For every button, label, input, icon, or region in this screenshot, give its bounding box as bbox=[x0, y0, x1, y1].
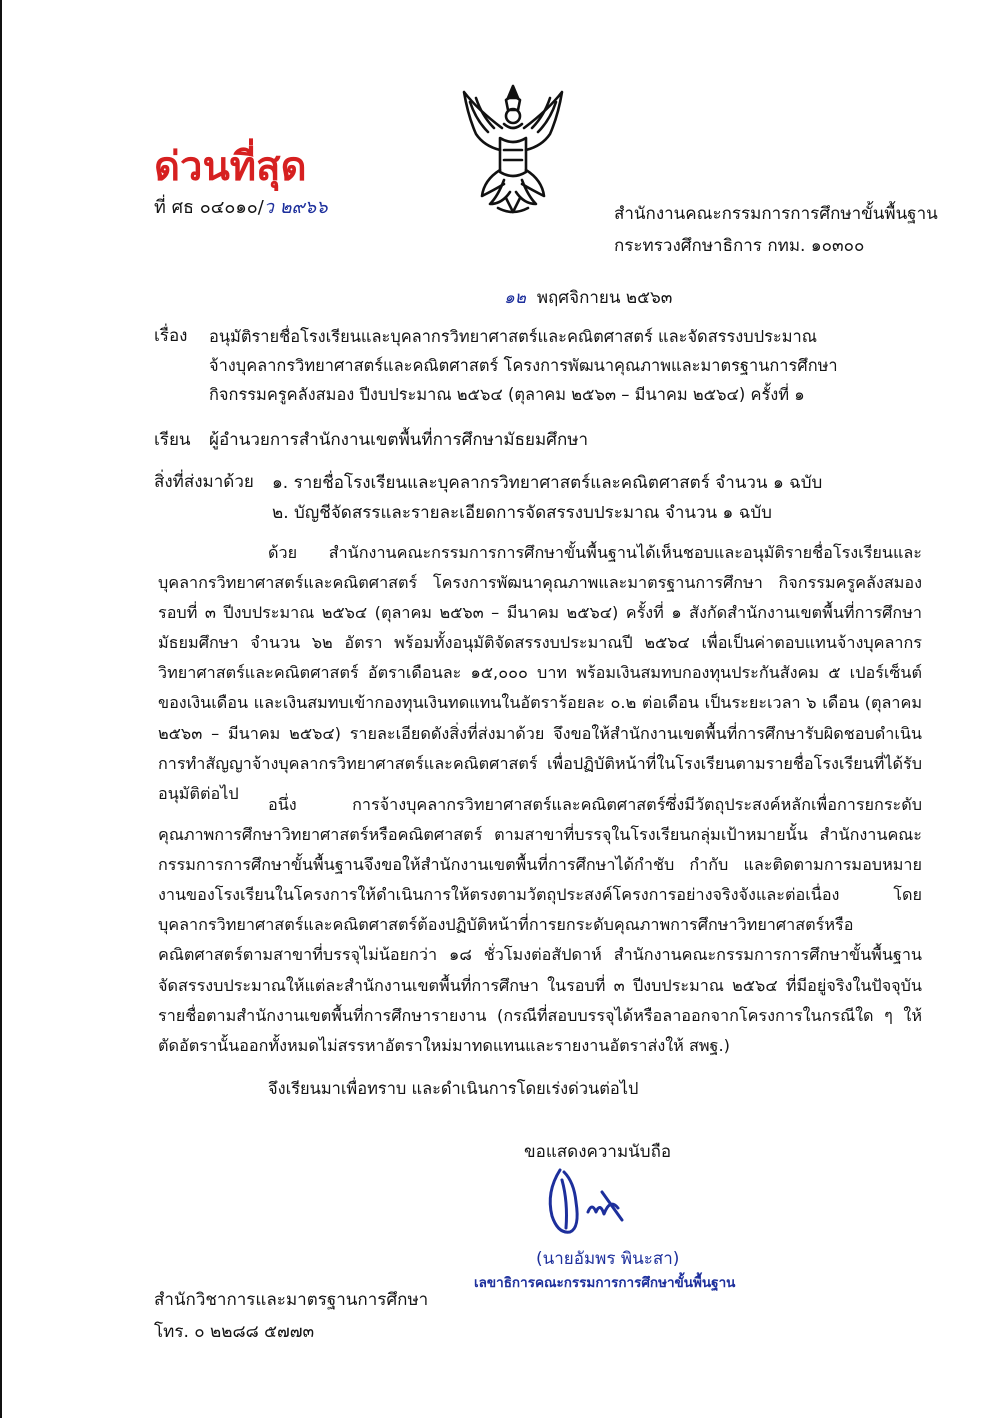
garuda-emblem-icon bbox=[454, 80, 572, 218]
subject-text bbox=[209, 322, 838, 409]
document-number-prefix: ที่ ศธ ๐๔๐๑๐/ bbox=[154, 197, 264, 218]
body-paragraph-1: ด้วย สำนักงานคณะกรรมการการศึกษาขั้นพื้นฐานได้เห็นชอบและอนุมัติรายชื่อโรงเรียนและบุคลากรวิทยาศาสตร์และคณิตศาสตร์ โครงการพัฒนาคุณภาพและมาตรฐานการศึกษา กิจกรรมครูคลังสมอง รอบที่ ๓ ปีงบประมาณ ๒๕๖๔ (ตุลาคม ๒๕๖๓ – มีนาคม ๒๕๖๔) ครั้งที่ ๑ สังกัดสำนักงานเขตพื้นที่การศึกษามัธยมศึกษา จำนวน ๖๒ อัตรา พร้อมทั้งอนุมัติจัดสรรงบประมาณปี ๒๕๖๔ เพื่อเป็นค่าตอบแทนจ้างบุคลากรวิทยาศาสตร์และคณิตศาสตร์ อัตราเดือนละ ๑๕,๐๐๐ บาท พร้อมเงินสมทบกองทุนประกันสังคม ๕ เปอร์เซ็นต์ของเงินเดือน และเงินสมทบเข้ากองทุนเงินทดแทนในอัตราร้อยละ ๐.๒ ต่อเดือน เป็นระยะเวลา ๖ เดือน (ตุลาคม ๒๕๖๓ – มีนาคม ๒๕๖๔) รายละเอียดดังสิ่งที่ส่งมาด้วย จึงขอให้สำนักงานเขตพื้นที่การศึกษารับผิดชอบดำเนินการทำสัญญาจ้างบุคลากรวิทยาศาสตร์และคณิตศาสตร์ เพื่อปฏิบัติหน้าที่ในโรงเรียนตามรายชื่อโรงเรียนที่ได้รับอนุมัติต่อไป bbox=[158, 543, 922, 803]
recipient-label: เรียน bbox=[154, 430, 191, 450]
enclosure-item: ๑. รายชื่อโรงเรียนและบุคลากรวิทยาศาสตร์และคณิตศาสตร์ จำนวน ๑ ฉบับ bbox=[272, 473, 823, 493]
footer-unit: สำนักวิชาการและมาตรฐานการศึกษา bbox=[154, 1290, 429, 1310]
letter-date bbox=[504, 284, 672, 311]
enclosures-label: สิ่งที่ส่งมาด้วย bbox=[154, 472, 254, 492]
issuing-office bbox=[614, 198, 938, 262]
document-number bbox=[154, 192, 328, 221]
signatory-title: เลขาธิการคณะกรรมการการศึกษาขั้นพื้นฐาน bbox=[474, 1275, 736, 1291]
enclosures-list bbox=[272, 468, 822, 528]
handwritten-signature bbox=[540, 1162, 640, 1240]
body-paragraph-2: อนึ่ง การจ้างบุคลากรวิทยาศาสตร์และคณิตศาสตร์ซึ่งมีวัตถุประสงค์หลักเพื่อการยกระดับคุณภาพการศึกษาวิทยาศาสตร์หรือคณิตศาสตร์ ตามสาขาที่บรรจุในโรงเรียนกลุ่มเป้าหมายนั้น สำนักงานคณะกรรมการการศึกษาขั้นพื้นฐานจึงขอให้สำนักงานเขตพื้นที่การศึกษาได้กำชับ กำกับ และติดตามการมอบหมายงานของโรงเรียนในโครงการให้ดำเนินการให้ตรงตามวัตถุประสงค์โครงการอย่างจริงจังและต่อเนื่อง โดยบุคลากรวิทยาศาสตร์และคณิตศาสตร์ต้องปฏิบัติหน้าที่การยกระดับคุณภาพการศึกษาวิทยาศาสตร์หรือคณิตศาสตร์ตามสาขาที่บรรจุไม่น้อยกว่า ๑๘ ชั่วโมงต่อสัปดาห์ สำนักงานคณะกรรมการการศึกษาขั้นพื้นฐาน จัดสรรงบประมาณให้แต่ละสำนักงานเขตพื้นที่การศึกษา ในรอบที่ ๓ ปีงบประมาณ ๒๕๖๔ ที่มีอยู่จริงในปัจจุบัน รายชื่อตามสำนักงานเขตพื้นที่การศึกษารายงาน (กรณีที่สอบบรรจุได้หรือลาออกจากโครงการในกรณีใด ๆ ให้ตัดอัตรานั้นออกทั้งหมดไม่สรรหาอัตราใหม่มาทดแทนและรายงานอัตราส่งให้ สพฐ.) bbox=[158, 795, 922, 1055]
closing-line: จึงเรียนมาเพื่อทราบ และดำเนินการโดยเร่งด่วนต่อไป bbox=[268, 1079, 639, 1098]
footer-phone: โทร. ๐ ๒๒๘๘ ๕๗๗๓ bbox=[154, 1322, 315, 1342]
signatory-name: (นายอัมพร พินะสา) bbox=[536, 1249, 680, 1269]
urgency-stamp: ด่วนที่สุด bbox=[154, 144, 307, 190]
office-name: สำนักงานคณะกรรมการการศึกษาขั้นพื้นฐาน bbox=[614, 204, 938, 224]
date-day-handwritten: ๑๒ bbox=[504, 288, 526, 308]
recipient-text: ผู้อำนวยการสำนักงานเขตพื้นที่การศึกษามัธยมศึกษา bbox=[209, 430, 589, 450]
document-number-handwritten: ว ๒๙๖๖ bbox=[263, 197, 328, 218]
subject-label: เรื่อง bbox=[154, 326, 188, 346]
salutation: ขอแสดงความนับถือ bbox=[524, 1142, 672, 1162]
enclosure-item: ๒. บัญชีจัดสรรและรายละเอียดการจัดสรรงบประมาณ จำนวน ๑ ฉบับ bbox=[272, 503, 772, 523]
office-address: กระทรวงศึกษาธิการ กทม. ๑๐๓๐๐ bbox=[614, 236, 865, 256]
subject-line-1: อนุมัติรายชื่อโรงเรียนและบุคลากรวิทยาศาสตร์และคณิตศาสตร์ และจัดสรรงบประมาณ bbox=[209, 327, 817, 346]
date-month-year: พฤศจิกายน ๒๕๖๓ bbox=[536, 288, 673, 308]
subject-line-3: กิจกรรมครูคลังสมอง ปีงบประมาณ ๒๕๖๔ (ตุลาคม ๒๕๖๓ – มีนาคม ๒๕๖๔) ครั้งที่ ๑ bbox=[209, 385, 805, 404]
subject-line-2: จ้างบุคลากรวิทยาศาสตร์และคณิตศาสตร์ โครงการพัฒนาคุณภาพและมาตรฐานการศึกษา bbox=[209, 356, 838, 375]
